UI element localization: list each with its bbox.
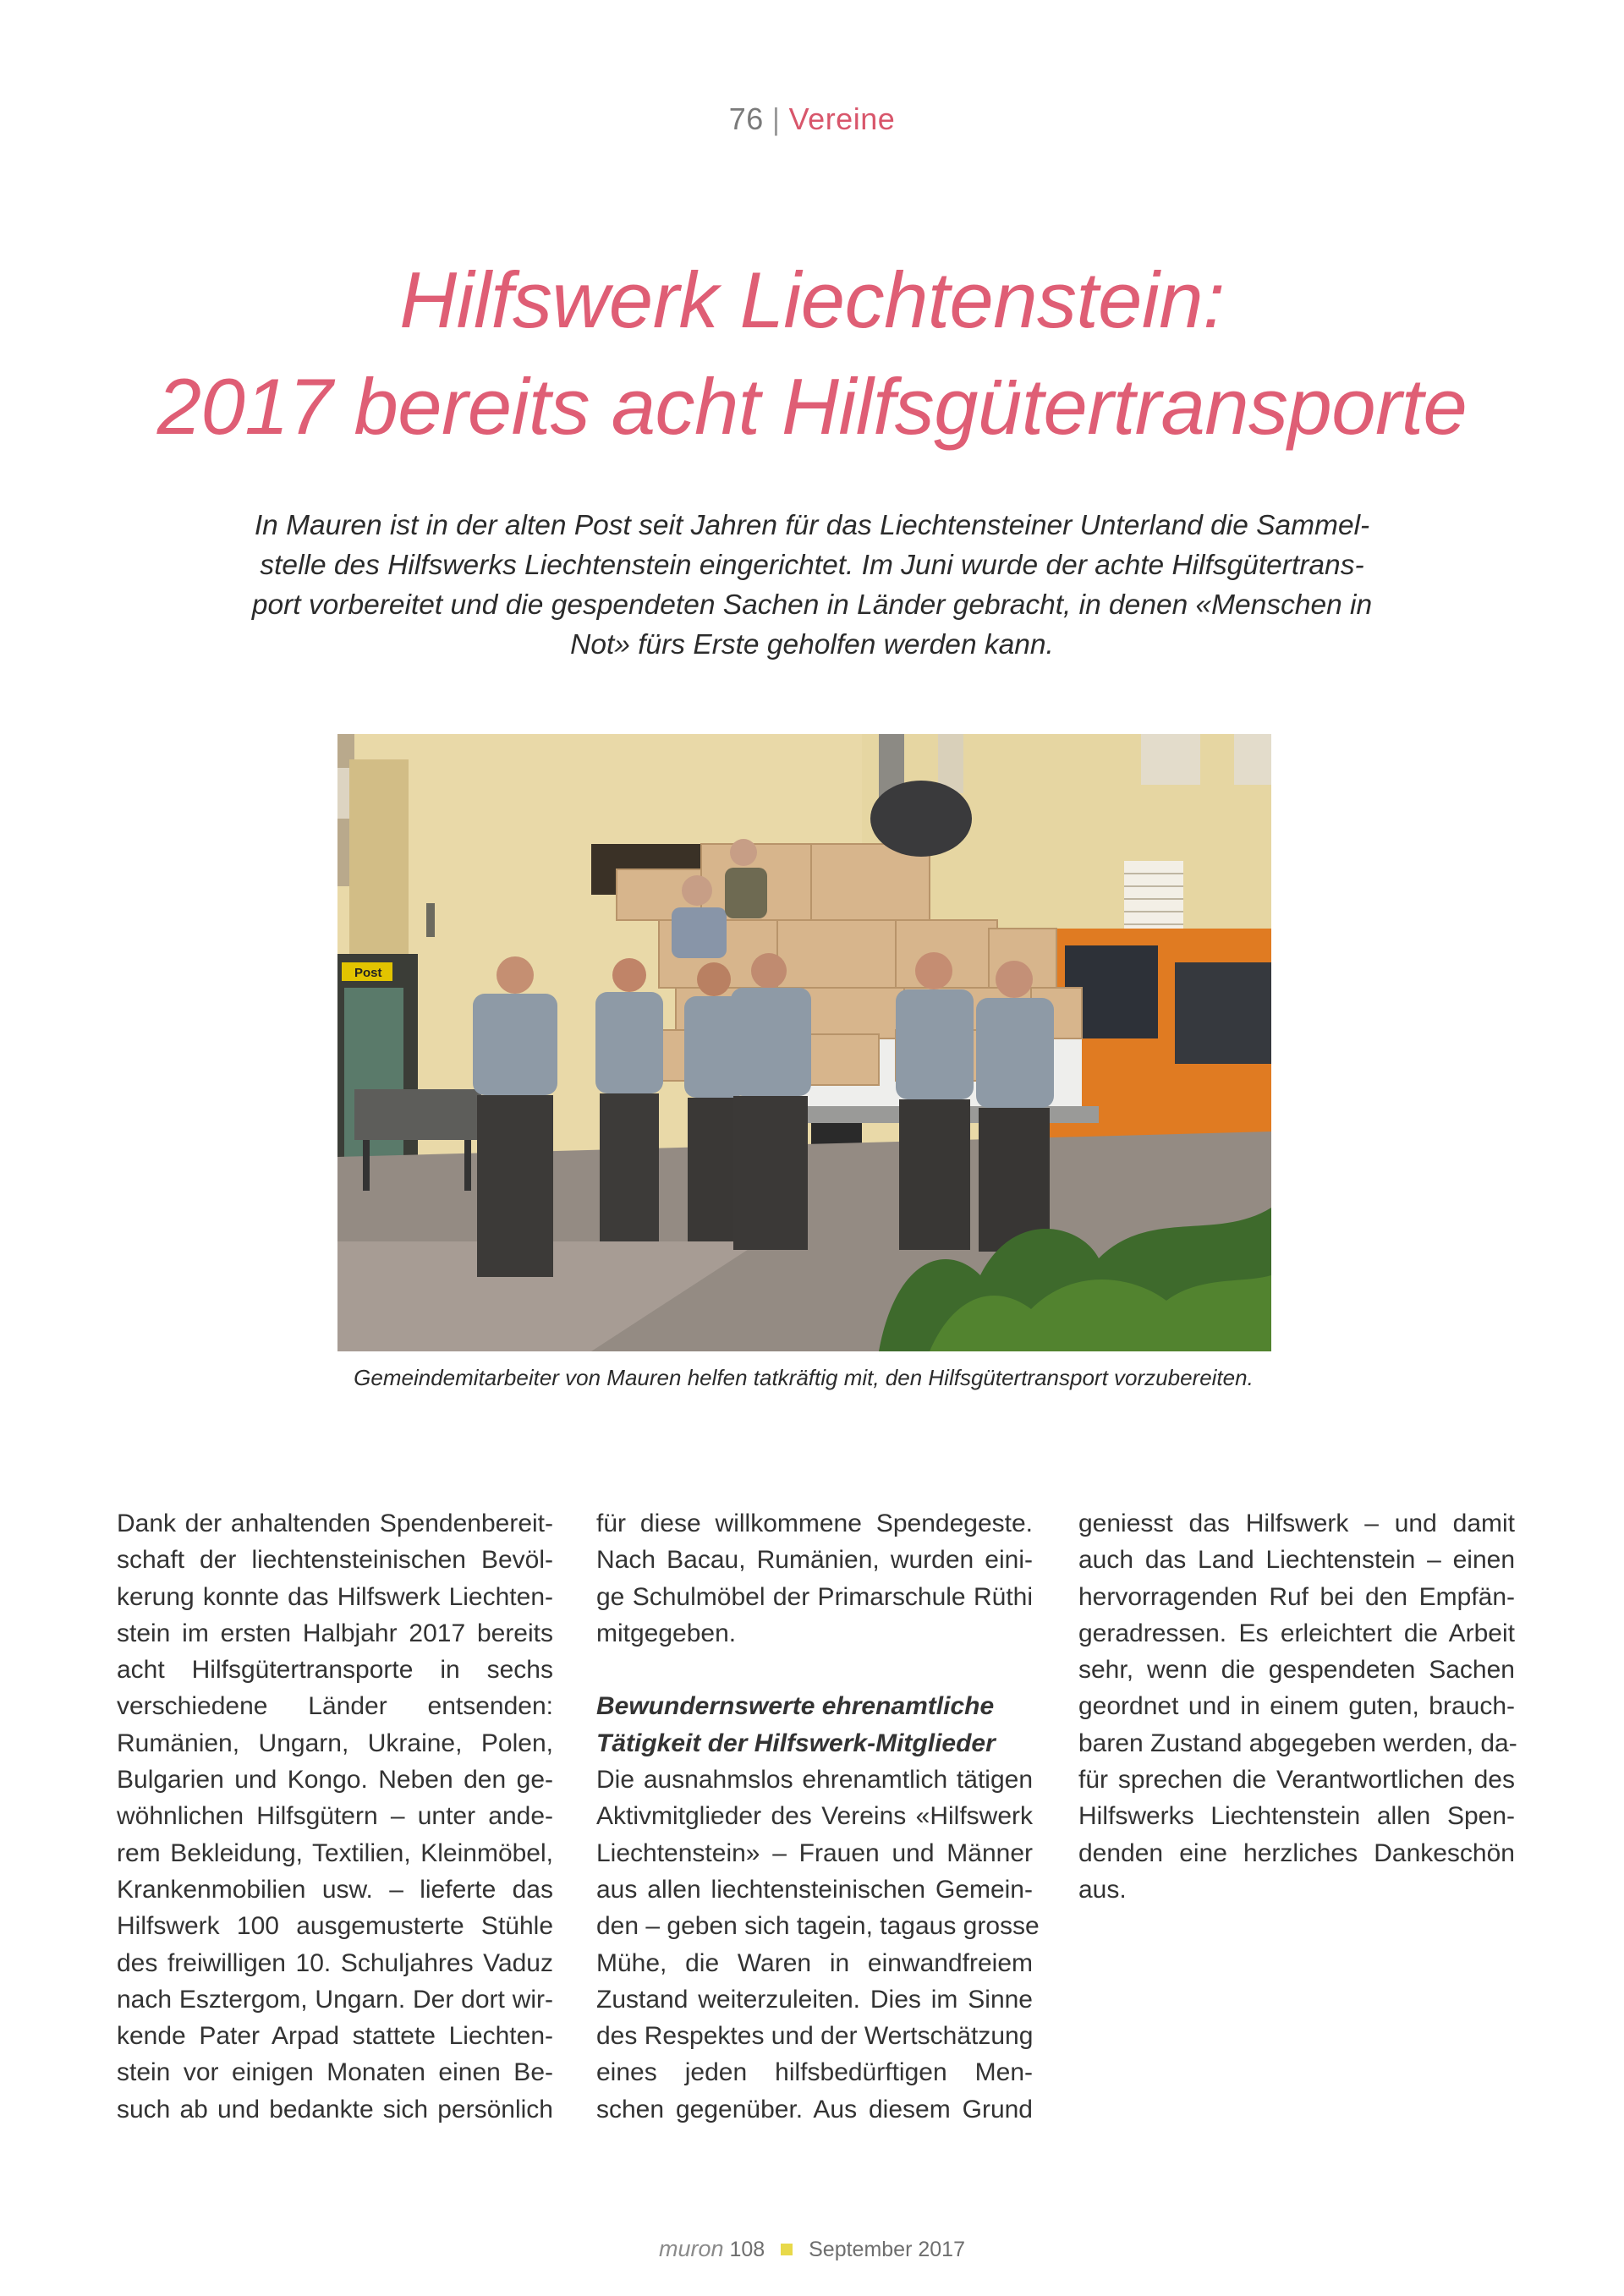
- text-column-3: [1078, 1505, 1515, 1908]
- body-line: für diese willkommene Spendegeste.: [596, 1510, 1033, 1537]
- header-separator: |: [771, 101, 781, 136]
- body-line: aus allen liechtensteinischen Gemein-: [596, 1875, 1033, 1904]
- body-line: Liechtenstein» – Frauen und Männer: [596, 1838, 1033, 1867]
- body-line: sehr, wenn die gespendeten Sachen: [1078, 1656, 1515, 1685]
- body-line: baren Zustand abgegeben werden, da-: [1078, 1729, 1517, 1757]
- body-line: Krankenmobilien usw. – lieferte das: [117, 1875, 553, 1904]
- article-title: [0, 247, 1624, 460]
- body-line: Mühe, die Waren in einwandfreiem: [596, 1948, 1033, 1977]
- body-line: acht Hilfsgütertransporte in sechs: [117, 1656, 553, 1685]
- body-line: schen gegenüber. Aus diesem Grund: [596, 2095, 1033, 2123]
- body-line: Bulgarien und Kongo. Neben den ge-: [117, 1766, 553, 1795]
- body-line: kerung konnte das Hilfswerk Liechten-: [117, 1582, 553, 1611]
- lead-line: Not» fürs Erste geholfen werden kann.: [570, 629, 1054, 660]
- lead-line: port vorbereitet und die gespendeten Sachen in Länder gebracht, in denen «Menschen in: [251, 589, 1373, 621]
- post-sign-text: Post: [354, 966, 382, 980]
- body-line: wöhnlichen Hilfsgütern – unter ande-: [117, 1802, 553, 1831]
- lead-line: In Mauren ist in der alten Post seit Jahren für das Liechtensteiner Unterland die Sammel-: [254, 510, 1370, 541]
- body-line: für sprechen die Verantwortlichen des: [1078, 1766, 1515, 1795]
- body-line: schaft der liechtensteinischen Bevöl-: [117, 1546, 553, 1575]
- body-line: nach Esztergom, Ungarn. Der dort wir-: [117, 1985, 553, 2014]
- body-line: Hilfswerks Liechtenstein allen Spen-: [1078, 1802, 1515, 1831]
- body-line: Rumänien, Ungarn, Ukraine, Polen,: [117, 1729, 553, 1757]
- body-line: denden eine herzliches Dankeschön: [1078, 1838, 1515, 1867]
- page-footer: [0, 2236, 1624, 2262]
- text-column-1: [117, 1505, 553, 2128]
- footer-square-icon: [781, 2244, 793, 2255]
- body-line: den – geben sich tagein, tagaus grosse: [596, 1912, 1040, 1941]
- body-line: Dank der anhaltenden Spendenbereit-: [117, 1510, 553, 1537]
- body-line: geradressen. Es erleichtert die Arbeit: [1078, 1619, 1515, 1647]
- photo-caption: Gemeindemitarbeiter von Mauren helfen tatkräftig mit, den Hilfsgütertransport vorzubereiten.: [354, 1365, 1254, 1390]
- body-line: des freiwilligen 10. Schuljahres Vaduz: [117, 1948, 553, 1977]
- body-line: stein im ersten Halbjahr 2017 bereits: [117, 1619, 553, 1647]
- title-line: 2017 bereits acht Hilfsgütertransporte: [156, 362, 1468, 451]
- body-line: kende Pater Arpad stattete Liechten-: [117, 2022, 553, 2051]
- paragraph-gap: [596, 1652, 1033, 1688]
- body-line: Nach Bacau, Rumänien, wurden eini-: [596, 1546, 1033, 1575]
- body-line: geniesst das Hilfswerk – und damit: [1078, 1510, 1515, 1537]
- body-line: verschiedene Länder entsenden:: [117, 1692, 553, 1721]
- article-lead: [228, 506, 1396, 665]
- body-line: Aktivmitglieder des Vereins «Hilfswerk: [596, 1802, 1033, 1831]
- body-line: aus.: [1078, 1875, 1127, 1904]
- body-line: auch das Land Liechtenstein – einen: [1078, 1546, 1515, 1575]
- lead-line: stelle des Hilfswerks Liechtenstein eingerichtet. Im Juni wurde der achte Hilfsgütertrans-: [260, 550, 1364, 581]
- page-number: 76: [728, 101, 764, 136]
- body-line: Zustand weiterzuleiten. Dies im Sinne: [596, 1985, 1033, 2014]
- body-line: Hilfswerk 100 ausgemusterte Stühle: [117, 1912, 553, 1941]
- page-header: [0, 101, 1624, 137]
- body-line: such ab und bedankte sich persönlich: [117, 2095, 553, 2123]
- text-column-2: [596, 1505, 1040, 2128]
- magazine-name: muron: [659, 2236, 724, 2261]
- issue-date: September 2017: [809, 2238, 965, 2261]
- body-line: mitgegeben.: [596, 1619, 737, 1647]
- body-line: hervorragenden Ruf bei den Empfän-: [1078, 1582, 1515, 1611]
- body-line: des Respektes und der Wertschätzung: [596, 2022, 1034, 2051]
- body-line: geordnet und in einem guten, brauch-: [1078, 1692, 1515, 1721]
- title-line: Hilfswerk Liechtenstein:: [399, 255, 1225, 344]
- body-line: rem Bekleidung, Textilien, Kleinmöbel,: [117, 1838, 553, 1867]
- section-name: Vereine: [788, 101, 896, 136]
- subheading-line: Tätigkeit der Hilfswerk-Mitglieder: [596, 1729, 996, 1757]
- body-line: stein vor einigen Monaten einen Be-: [117, 2058, 553, 2087]
- article-photo: [337, 734, 1271, 1351]
- issue-number: 108: [729, 2238, 765, 2261]
- subheading-line: Bewundernswerte ehrenamtliche: [596, 1692, 995, 1721]
- body-line: ge Schulmöbel der Primarschule Rüthi: [596, 1582, 1033, 1611]
- body-line: Die ausnahmslos ehrenamtlich tätigen: [596, 1766, 1033, 1795]
- body-line: eines jeden hilfsbedürftigen Men-: [596, 2058, 1033, 2087]
